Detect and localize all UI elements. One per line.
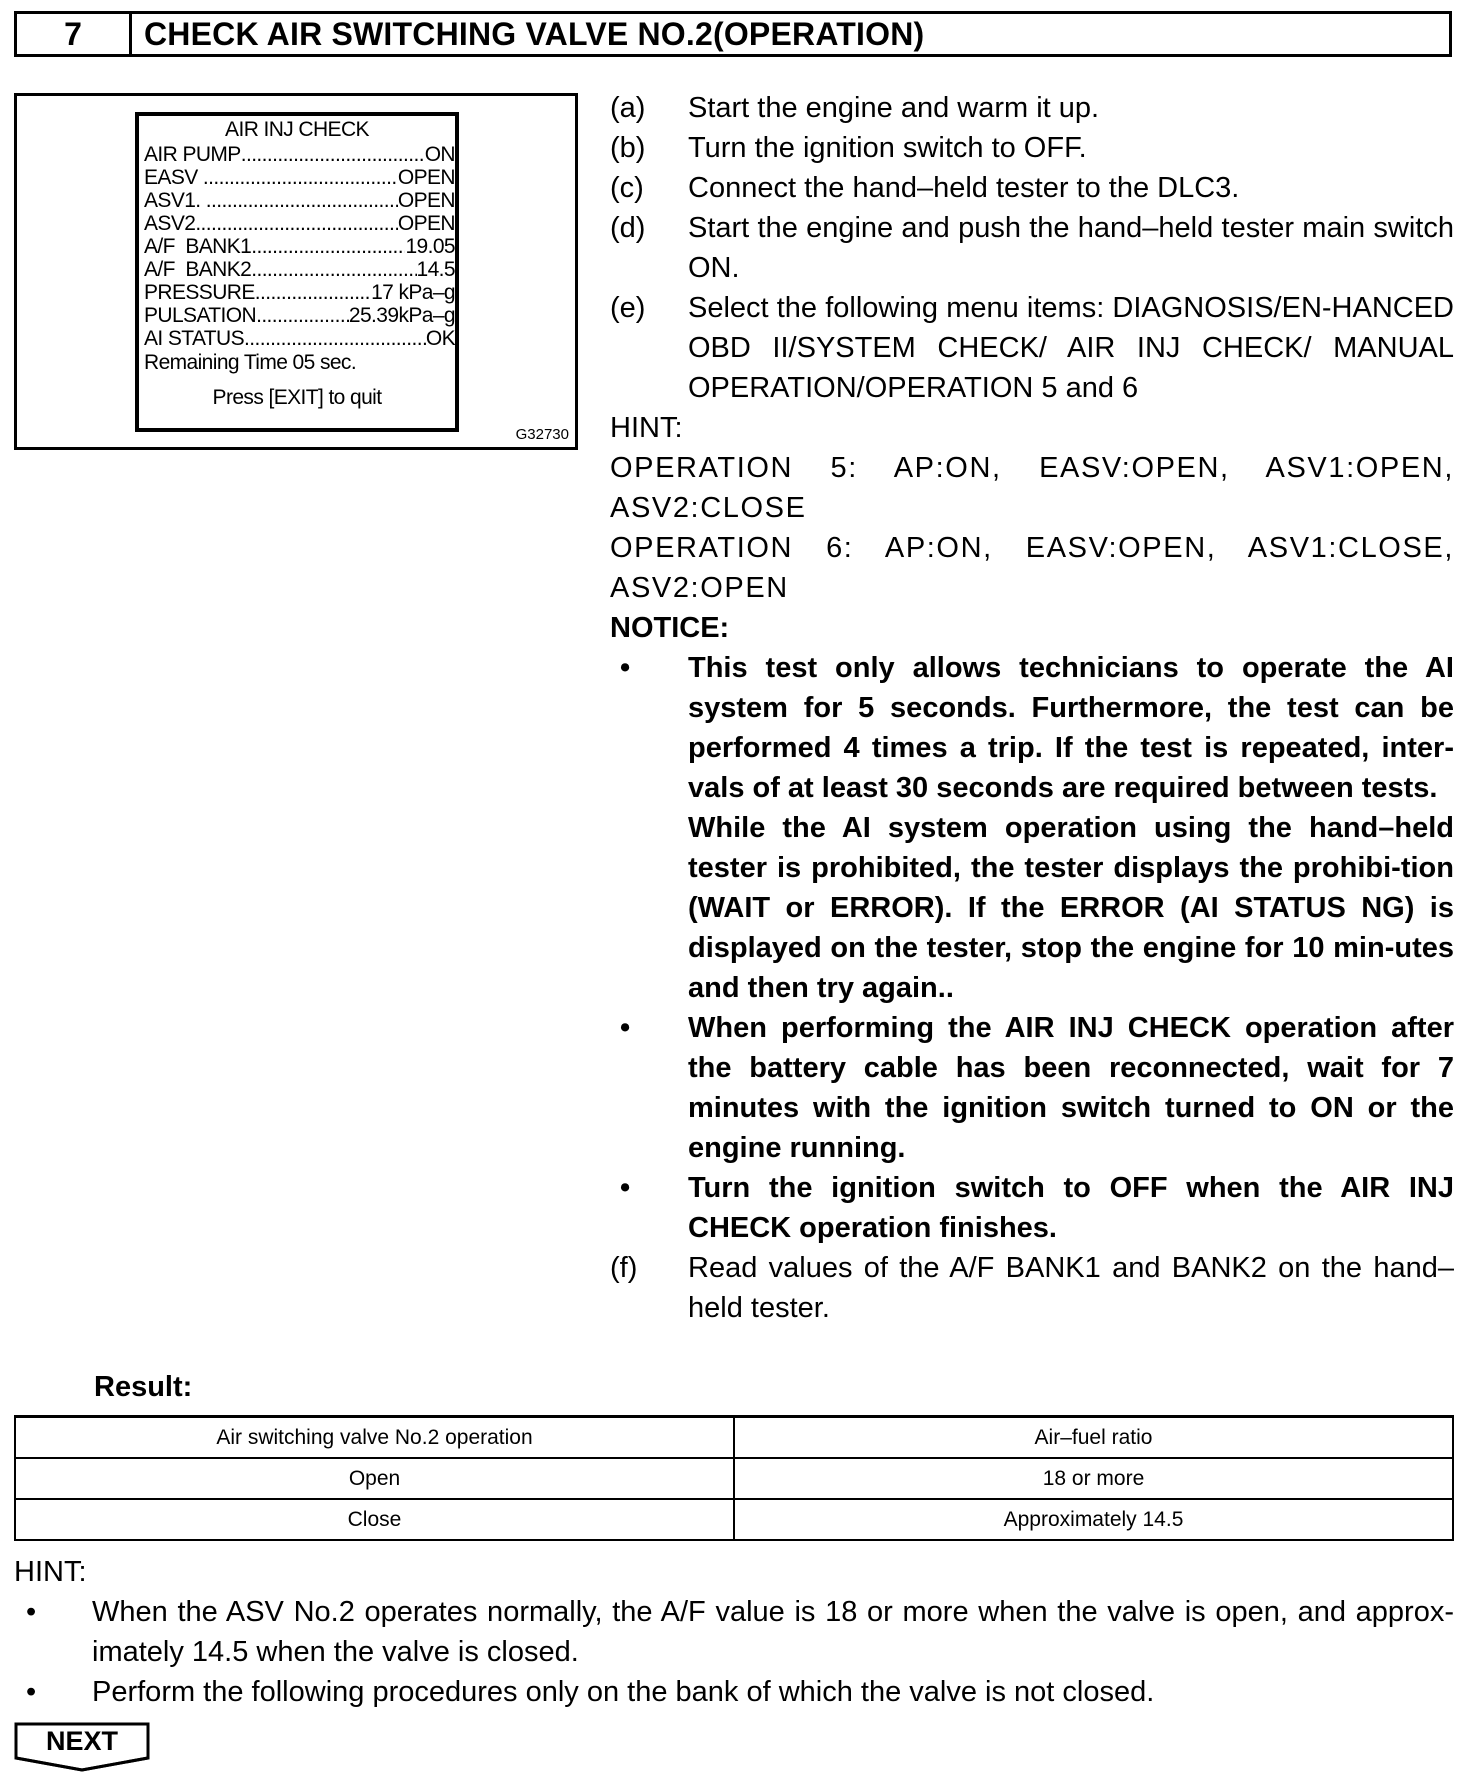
step-a <box>610 88 1454 128</box>
row-label: AIR PUMP <box>144 143 241 166</box>
result-table <box>14 1415 1454 1541</box>
row-value: OPEN <box>397 166 455 189</box>
row-label: EASV <box>144 166 203 189</box>
bullet-icon: • <box>26 1596 37 1628</box>
step-e <box>610 288 1454 408</box>
step-f <box>610 1248 1454 1328</box>
table-cell: 18 or more <box>734 1458 1453 1499</box>
step-d <box>610 208 1454 288</box>
hint-bullet-1 <box>14 1592 1454 1672</box>
row-value: OPEN <box>397 189 455 212</box>
result-label: Result: <box>94 1371 193 1403</box>
notice-bullet-1 <box>610 648 1454 1008</box>
operation-6-text: OPERATION 6: AP:ON, EASV:OPEN, ASV1:CLOSE, ASV2:OPEN <box>610 532 1454 604</box>
row-value: 17 kPa–g <box>371 281 455 304</box>
notice-bullet-2 <box>610 1008 1454 1168</box>
step-text: Select the following menu items: DIAGNOSIS/EN-HANCED OBD II/SYSTEM CHECK/ AIR INJ CHECK/ MANUAL OPERATION/OPERATION 5 and 6 <box>688 292 1454 404</box>
step-label: (e) <box>610 292 646 324</box>
bullet-icon: • <box>26 1676 37 1708</box>
table-cell: Approximately 14.5 <box>734 1499 1453 1540</box>
hint-label: HINT: <box>610 412 683 444</box>
step-label: (a) <box>610 92 646 124</box>
step-number: 7 <box>17 14 132 54</box>
row-label: AI STATUS <box>144 327 244 350</box>
figure-id: G32730 <box>515 426 569 443</box>
notice-label: NOTICE: <box>610 612 730 644</box>
hint-label: HINT: <box>14 1556 87 1588</box>
table-header-cell: Air–fuel ratio <box>734 1417 1453 1459</box>
screen-row-pressure <box>139 281 455 304</box>
next-button[interactable] <box>14 1722 150 1772</box>
operation-5-text: OPERATION 5: AP:ON, EASV:OPEN, ASV1:OPEN, ASV2:CLOSE <box>610 452 1454 524</box>
screen-row-af-bank1 <box>139 235 455 258</box>
step-label: (b) <box>610 132 646 164</box>
row-value: OK <box>425 327 455 350</box>
row-label: A/F BANK1 <box>144 235 252 258</box>
screen-row-af-bank2 <box>139 258 455 281</box>
notice-text: While the AI system operation using the hand–held tester is prohibited, the tester displays the prohibi-tion (WAIT or ERROR). If the ERROR (AI STATUS NG) is displayed on the tester, stop the engine for 10 min-utes and then try again.. <box>688 812 1454 1004</box>
screen-row-easv <box>139 166 455 189</box>
notice-bullet-3 <box>610 1168 1454 1248</box>
row-value: 19.05 <box>405 235 455 258</box>
screen-row-asv1 <box>139 189 455 212</box>
screen-title: AIR INJ CHECK <box>225 118 369 141</box>
hint-text: When the ASV No.2 operates normally, the A/F value is 18 or more when the valve is open, and approx-imately 14.5 when the valve is closed. <box>92 1596 1454 1668</box>
bullet-icon: • <box>620 1012 631 1044</box>
row-label: PRESSURE <box>144 281 255 304</box>
row-label: A/F BANK2 <box>144 258 252 281</box>
row-label: ASV2 <box>144 212 196 235</box>
step-text: Connect the hand–held tester to the DLC3. <box>688 172 1240 204</box>
procedure-steps <box>610 88 1454 1328</box>
next-label: NEXT <box>45 1726 118 1756</box>
row-value: OPEN <box>397 212 455 235</box>
tester-screen-figure <box>14 93 578 450</box>
bullet-icon: • <box>620 1172 631 1204</box>
step-label: (d) <box>610 212 646 244</box>
step-label: (c) <box>610 172 644 204</box>
table-row <box>15 1499 1453 1540</box>
row-value: 25.39kPa–g <box>348 304 455 327</box>
step-label: (f) <box>610 1252 638 1284</box>
step-text: Turn the ignition switch to OFF. <box>688 132 1087 164</box>
screen-row-asv2 <box>139 212 455 235</box>
step-text: Read values of the A/F BANK1 and BANK2 on the hand–held tester. <box>688 1252 1454 1324</box>
row-label: ASV1. <box>144 189 206 212</box>
remaining-time: Remaining Time 05 sec. <box>144 351 357 374</box>
screen-row-air-pump <box>139 143 455 166</box>
row-value: 14.5 <box>416 258 455 281</box>
table-cell: Open <box>15 1458 734 1499</box>
step-c <box>610 168 1454 208</box>
tester-screen <box>135 112 459 432</box>
section-title: CHECK AIR SWITCHING VALVE NO.2(OPERATION) <box>144 15 925 52</box>
table-cell: Close <box>15 1499 734 1540</box>
step-b <box>610 128 1454 168</box>
section-header <box>14 11 1452 57</box>
step-text: Start the engine and warm it up. <box>688 92 1100 124</box>
notice-text: Turn the ignition switch to OFF when the AIR INJ CHECK operation finishes. <box>688 1172 1454 1244</box>
screen-row-pulsation <box>139 304 455 327</box>
table-header-row <box>15 1417 1453 1459</box>
exit-instruction: Press [EXIT] to quit <box>212 386 382 409</box>
row-value: ON <box>424 143 455 166</box>
screen-row-ai-status <box>139 327 455 350</box>
bottom-hint <box>14 1552 1454 1712</box>
bullet-icon: • <box>620 652 631 684</box>
row-label: PULSATION <box>144 304 257 327</box>
step-text: Start the engine and push the hand–held tester main switch ON. <box>688 212 1454 284</box>
table-row <box>15 1458 1453 1499</box>
notice-text: This test only allows technicians to operate the AI system for 5 seconds. Furthermore, the test can be performed 4 times a trip. If the test is repeated, inter-vals of at least 30 seconds are required between tests. <box>688 652 1454 804</box>
table-header-cell: Air switching valve No.2 operation <box>15 1417 734 1459</box>
hint-bullet-2 <box>14 1672 1454 1712</box>
hint-text: Perform the following procedures only on the bank of which the valve is not closed. <box>92 1676 1155 1708</box>
notice-text: When performing the AIR INJ CHECK operation after the battery cable has been reconnected, wait for 7 minutes with the ignition switch turned to ON or the engine running. <box>688 1012 1454 1164</box>
